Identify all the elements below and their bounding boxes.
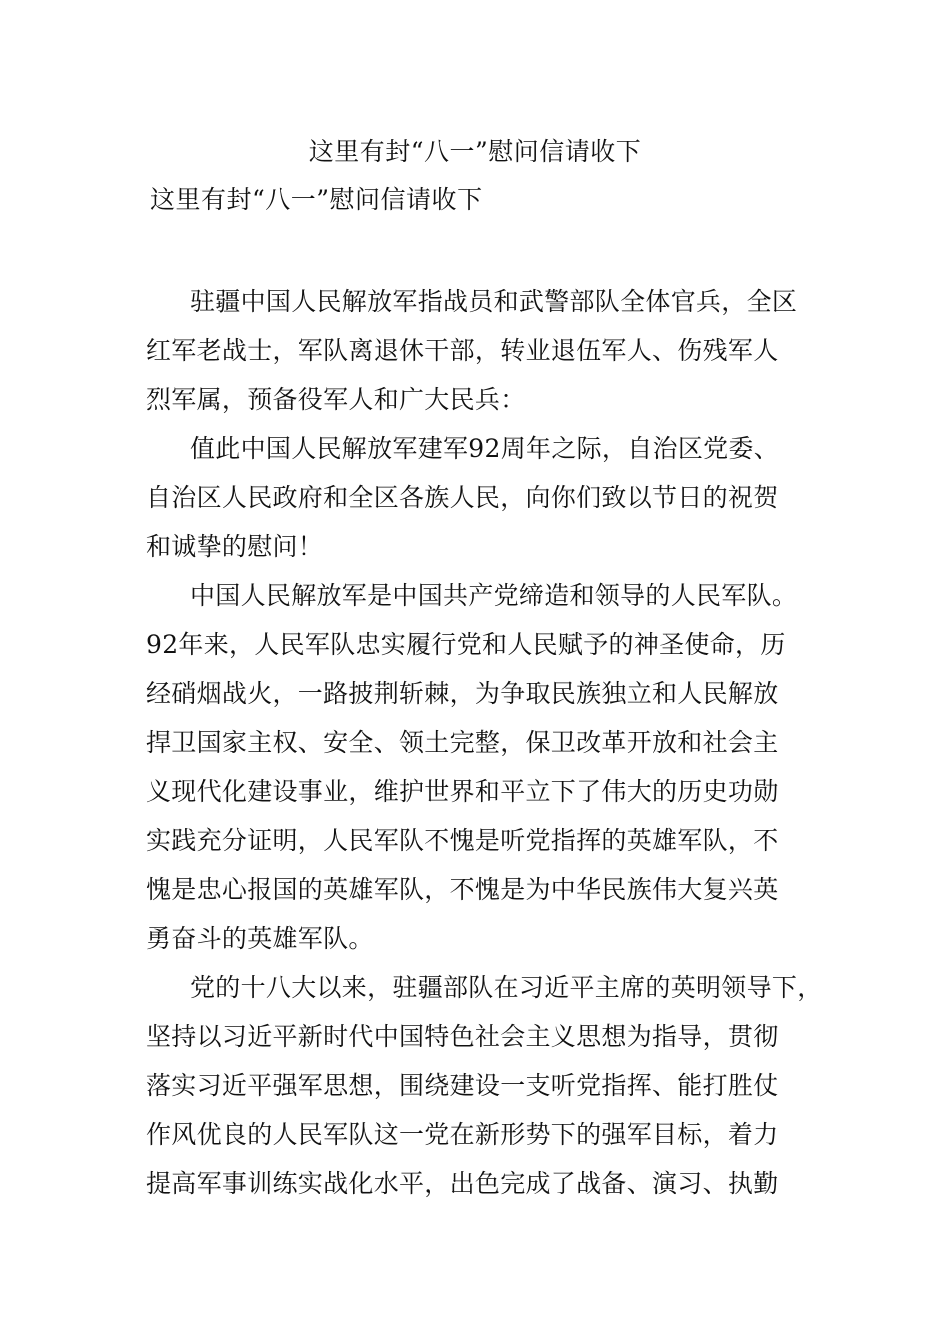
paragraph-line: 提高军事训练实战化水平，出色完成了战备、演习、执勤	[146, 1169, 779, 1198]
paragraph-line: 坚持以习近平新时代中国特色社会主义思想为指导，贯彻	[146, 1022, 779, 1051]
document-body	[146, 277, 836, 1208]
paragraph-line: 和诚挚的慰问！	[146, 532, 324, 561]
paragraph-line: 落实习近平强军思想，围绕建设一支听党指挥、能打胜仗	[146, 1071, 779, 1100]
paragraph-line: 红军老战士，军队离退休干部，转业退伍军人、伤残军人	[146, 336, 779, 365]
document-title: 这里有封“八一”慰问信请收下	[308, 137, 642, 166]
paragraph-line: 实践充分证明，人民军队不愧是听党指挥的英雄军队，不	[146, 826, 779, 855]
paragraph-line: 经硝烟战火，一路披荆斩棘，为争取民族独立和人民解放	[146, 679, 779, 708]
paragraph-first-line: 中国人民解放军是中国共产党缔造和领导的人民军队。	[190, 581, 798, 610]
paragraph-first-line: 值此中国人民解放军建军92周年之际，自治区党委、	[190, 434, 780, 463]
document-subtitle: 这里有封“八一”慰问信请收下	[150, 185, 483, 214]
paragraph-first-line: 党的十八大以来，驻疆部队在习近平主席的英明领导下，	[190, 973, 823, 1002]
paragraph-line: 义现代化建设事业，维护世界和平立下了伟大的历史功勋	[146, 777, 779, 806]
paragraph-line: 捍卫国家主权、安全、领土完整，保卫改革开放和社会主	[146, 728, 779, 757]
paragraph-line: 作风优良的人民军队这一党在新形势下的强军目标，着力	[146, 1120, 779, 1149]
paragraph-first-line: 驻疆中国人民解放军指战员和武警部队全体官兵，全区	[190, 287, 798, 316]
paragraph-line: 愧是忠心报国的英雄军队，不愧是为中华民族伟大复兴英	[146, 875, 779, 904]
paragraph-line: 勇奋斗的英雄军队。	[146, 924, 374, 953]
paragraph-line: 自治区人民政府和全区各族人民，向你们致以节日的祝贺	[146, 483, 779, 512]
paragraph-line: 92年来，人民军队忠实履行党和人民赋予的神圣使命，历	[146, 630, 786, 659]
paragraph-line: 烈军属，预备役军人和广大民兵：	[146, 385, 526, 414]
